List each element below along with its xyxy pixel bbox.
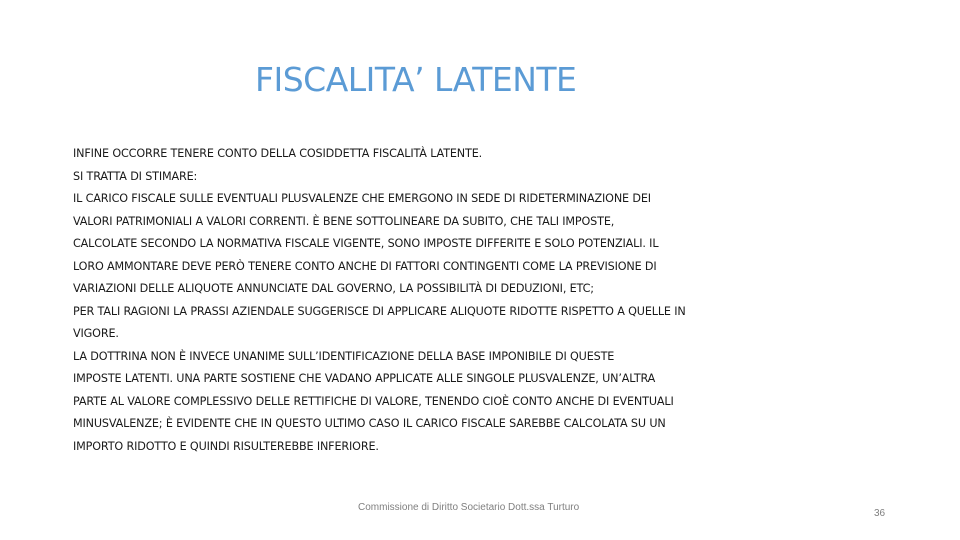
body-line: INFINE OCCORRE TENERE CONTO DELLA COSIDDETTA FISCALITÀ LATENTE. bbox=[73, 147, 483, 160]
body-line: CALCOLATE SECONDO LA NORMATIVA FISCALE VIGENTE, SONO IMPOSTE DIFFERITE E SOLO POTENZIALI. IL bbox=[73, 237, 659, 250]
body-line: VARIAZIONI DELLE ALIQUOTE ANNUNCIATE DAL GOVERNO, LA POSSIBILITÀ DI DEDUZIONI, ETC; bbox=[73, 282, 594, 295]
slide-body bbox=[73, 143, 773, 458]
slide-footer: Commissione di Diritto Societario Dott.ssa Turturo bbox=[358, 502, 580, 513]
body-line: VIGORE. bbox=[73, 327, 119, 340]
body-line: IMPORTO RIDOTTO E QUINDI RISULTEREBBE INFERIORE. bbox=[73, 439, 379, 453]
body-line: MINUSVALENZE; È EVIDENTE CHE IN QUESTO ULTIMO CASO IL CARICO FISCALE SAREBBE CALCOLATA SU UN bbox=[73, 417, 666, 430]
body-line: LORO AMMONTARE DEVE PERÒ TENERE CONTO ANCHE DI FATTORI CONTINGENTI COME LA PREVISIONE DI bbox=[73, 259, 657, 273]
body-line: PARTE AL VALORE COMPLESSIVO DELLE RETTIFICHE DI VALORE, TENENDO CIOÈ CONTO ANCHE DI EVENTUALI bbox=[73, 394, 674, 408]
body-line: LA DOTTRINA NON È INVECE UNANIME SULL’IDENTIFICAZIONE DELLA BASE IMPONIBILE DI QUESTE bbox=[73, 349, 615, 363]
slide-title: FISCALITA’ LATENTE bbox=[255, 60, 577, 99]
body-line: VALORI PATRIMONIALI A VALORI CORRENTI. È BENE SOTTOLINEARE DA SUBITO, CHE TALI IMPOSTE, bbox=[73, 214, 615, 228]
body-line: PER TALI RAGIONI LA PRASSI AZIENDALE SUGGERISCE DI APPLICARE ALIQUOTE RIDOTTE RISPETTO A QUELLE IN bbox=[73, 304, 686, 318]
body-line: IMPOSTE LATENTI. UNA PARTE SOSTIENE CHE VADANO APPLICATE ALLE SINGOLE PLUSVALENZE, UN’ALTRA bbox=[73, 372, 656, 385]
body-line: SI TRATTA DI STIMARE: bbox=[73, 169, 198, 183]
page-number: 36 bbox=[874, 508, 886, 519]
body-line: IL CARICO FISCALE SULLE EVENTUALI PLUSVALENZE CHE EMERGONO IN SEDE DI RIDETERMINAZIONE DEI bbox=[73, 192, 651, 205]
